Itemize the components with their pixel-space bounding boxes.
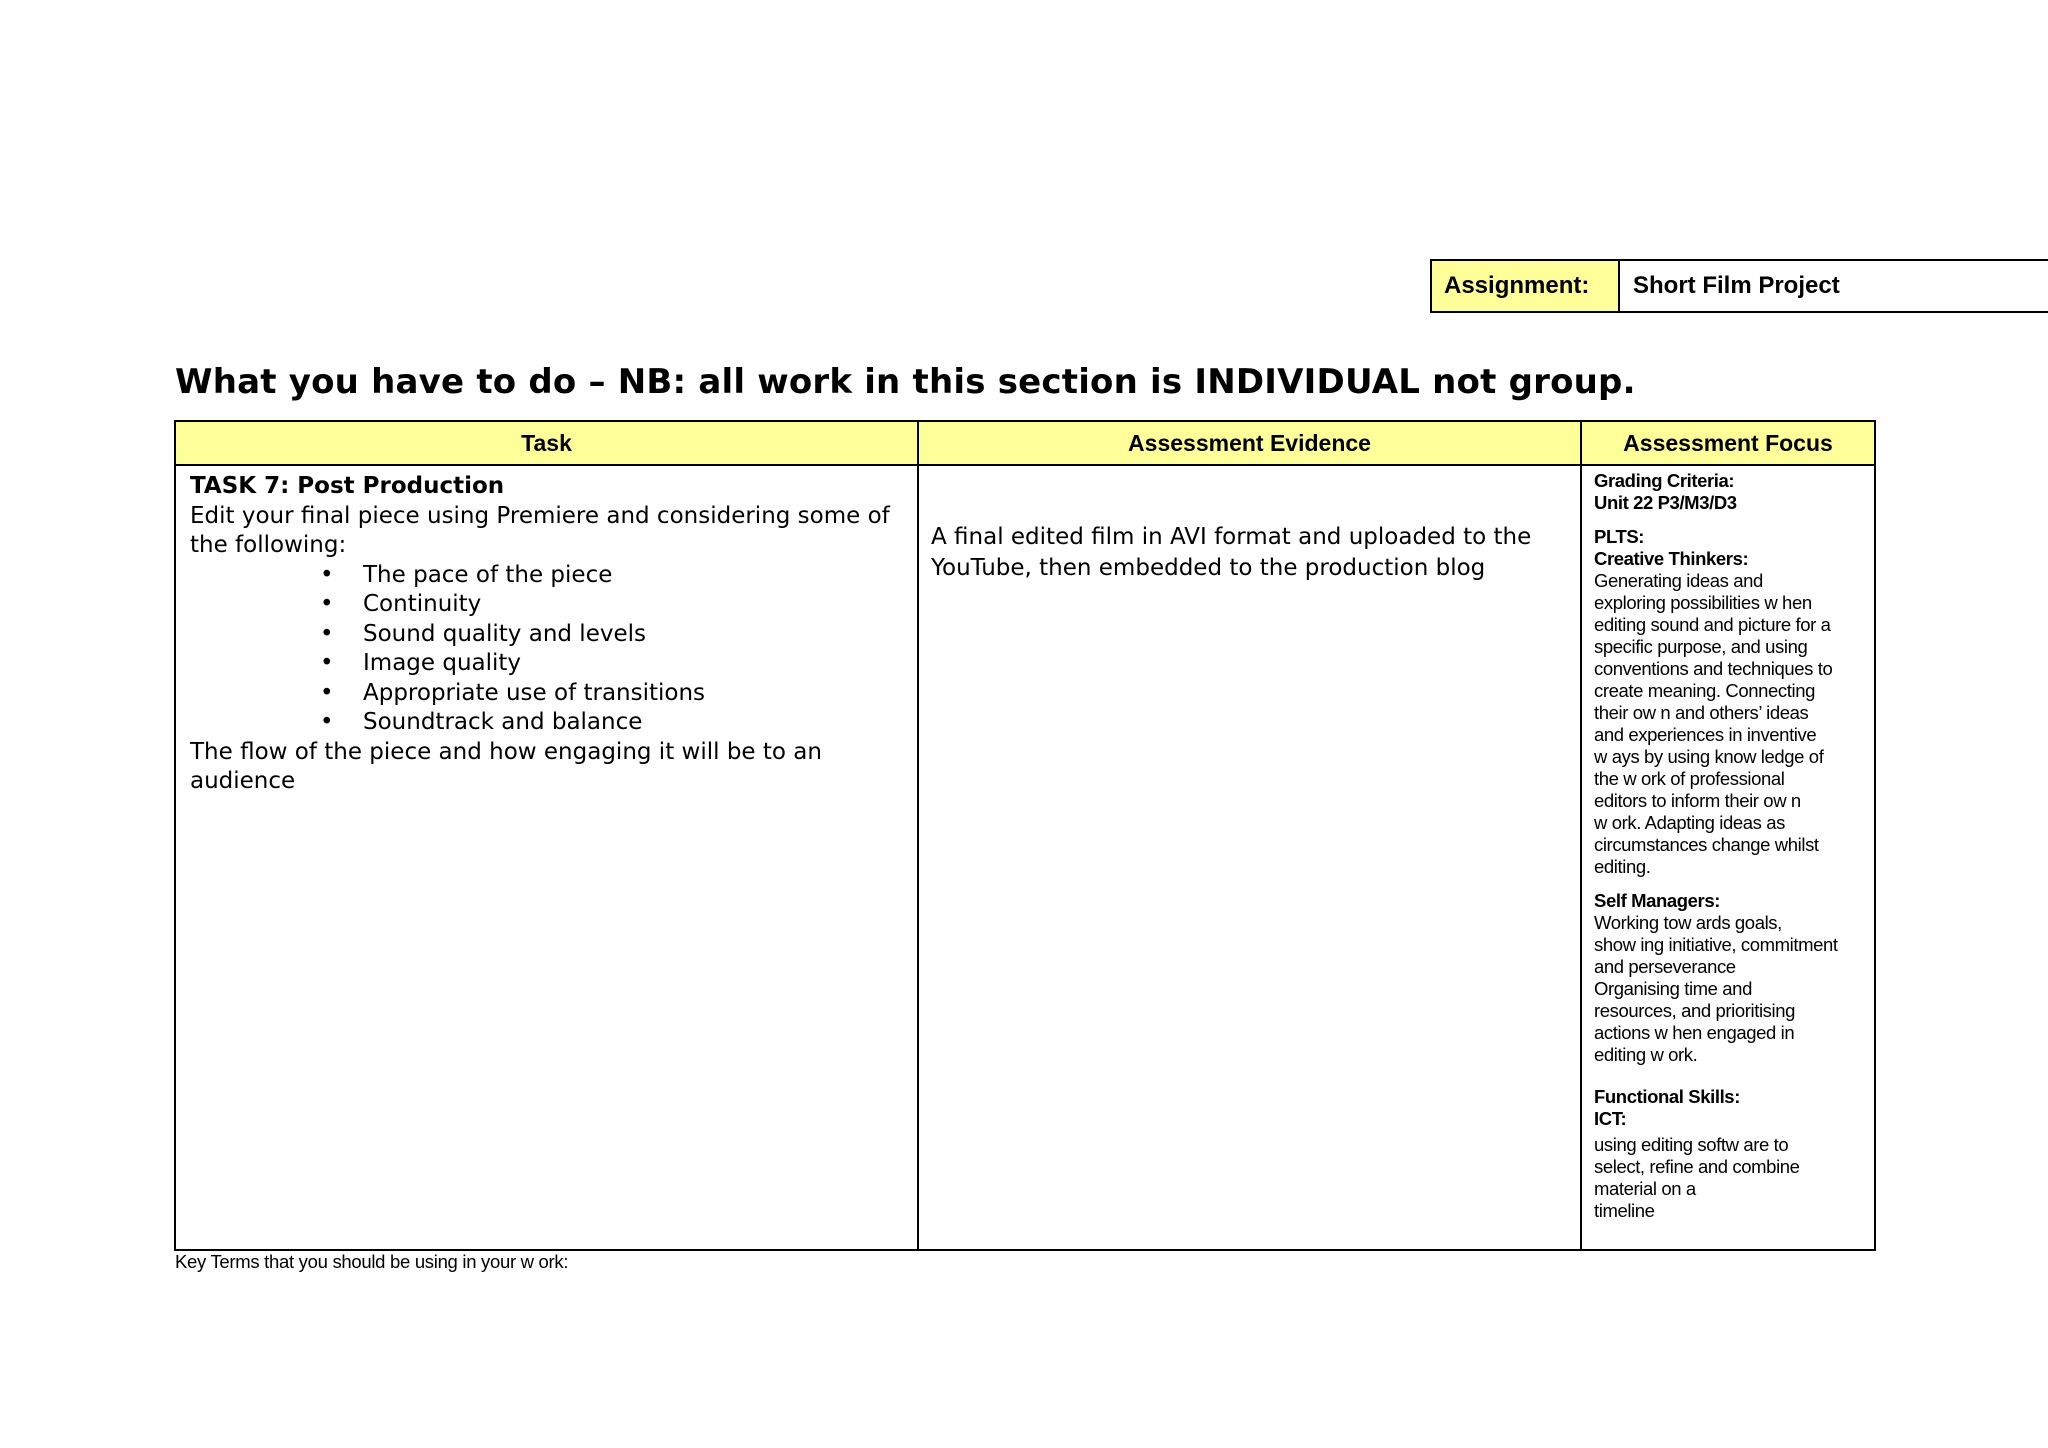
text-line: editing w ork. — [1594, 1044, 1698, 1065]
text-line: material on a — [1594, 1178, 1696, 1199]
list-item: • Appropriate use of transitions — [320, 679, 903, 709]
list-item: • Continuity — [320, 590, 903, 620]
text-line: the w ork of professional — [1594, 768, 1785, 789]
grading-units: Unit 22 P3/M3/D3 — [1594, 492, 1737, 513]
table-row — [175, 465, 1875, 1250]
self-managers-heading: Self Managers: — [1594, 890, 1720, 911]
text-line: editing. — [1594, 856, 1651, 877]
key-terms-label: Key Terms that you should be using in your w ork: — [175, 1251, 569, 1272]
task-cell — [175, 465, 918, 1250]
assignment-label: Assignment: — [1432, 261, 1620, 311]
list-item: • Soundtrack and balance — [320, 708, 903, 738]
text-line: specific purpose, and using — [1594, 636, 1808, 657]
text-line: editing sound and picture for a — [1594, 614, 1831, 635]
evidence-cell — [918, 465, 1581, 1250]
text-line: create meaning. Connecting — [1594, 680, 1815, 701]
text-line: actions w hen engaged in — [1594, 1022, 1795, 1043]
text-line: circumstances change whilst — [1594, 834, 1819, 855]
text-line: conventions and techniques to — [1594, 658, 1833, 679]
list-item: • The pace of the piece — [320, 561, 903, 591]
assignment-box — [1430, 259, 2048, 313]
ict-heading: ICT: — [1594, 1108, 1627, 1129]
task-intro: Edit your final piece using Premiere and considering some of the following: — [190, 502, 890, 558]
evidence-column-header: Assessment Evidence — [918, 421, 1581, 465]
text-line: and perseverance — [1594, 956, 1736, 977]
plts-heading: PLTS: — [1594, 526, 1645, 547]
list-item: • Sound quality and levels — [320, 620, 903, 650]
page-heading: What you have to do – NB: all work in this section is INDIVIDUAL not group. — [175, 362, 1636, 402]
text-line: timeline — [1594, 1200, 1655, 1221]
list-item: • Image quality — [320, 649, 903, 679]
task-title: TASK 7: Post Production — [190, 473, 505, 499]
ict-text — [1594, 1134, 1866, 1222]
task-column-header: Task — [175, 421, 918, 465]
text-line: w ays by using know ledge of — [1594, 746, 1824, 767]
focus-cell — [1581, 465, 1875, 1250]
text-line: Generating ideas and — [1594, 570, 1763, 591]
creative-thinkers-heading: Creative Thinkers: — [1594, 548, 1749, 569]
grading-criteria-heading: Grading Criteria: — [1594, 470, 1735, 491]
text-line: Working tow ards goals, — [1594, 912, 1782, 933]
text-line: exploring possibilities w hen — [1594, 592, 1812, 613]
functional-skills-heading: Functional Skills: — [1594, 1086, 1740, 1107]
text-line: and experiences in inventive — [1594, 724, 1817, 745]
text-line: using editing softw are to — [1594, 1134, 1789, 1155]
text-line: editors to inform their ow n — [1594, 790, 1801, 811]
assignment-title: Short Film Project — [1633, 272, 1840, 299]
text-line: w ork. Adapting ideas as — [1594, 812, 1785, 833]
text-line: resources, and prioritising — [1594, 1000, 1796, 1021]
evidence-text: A final edited film in AVI format and uploaded to the YouTube, then embedded to the production blog — [931, 524, 1532, 581]
focus-column-header: Assessment Focus — [1581, 421, 1875, 465]
creative-thinkers-text — [1594, 570, 1866, 878]
text-line: show ing initiative, commitment — [1594, 934, 1838, 955]
self-managers-text — [1594, 912, 1866, 1066]
table-header-row — [175, 421, 1875, 465]
text-line: Organising time and — [1594, 978, 1752, 999]
text-line: select, refine and combine — [1594, 1156, 1800, 1177]
text-line: their ow n and others’ ideas — [1594, 702, 1809, 723]
task-outro: The flow of the piece and how engaging it will be to an audience — [190, 738, 822, 794]
task-bullet-list — [190, 561, 903, 738]
task-table — [174, 420, 1876, 1251]
